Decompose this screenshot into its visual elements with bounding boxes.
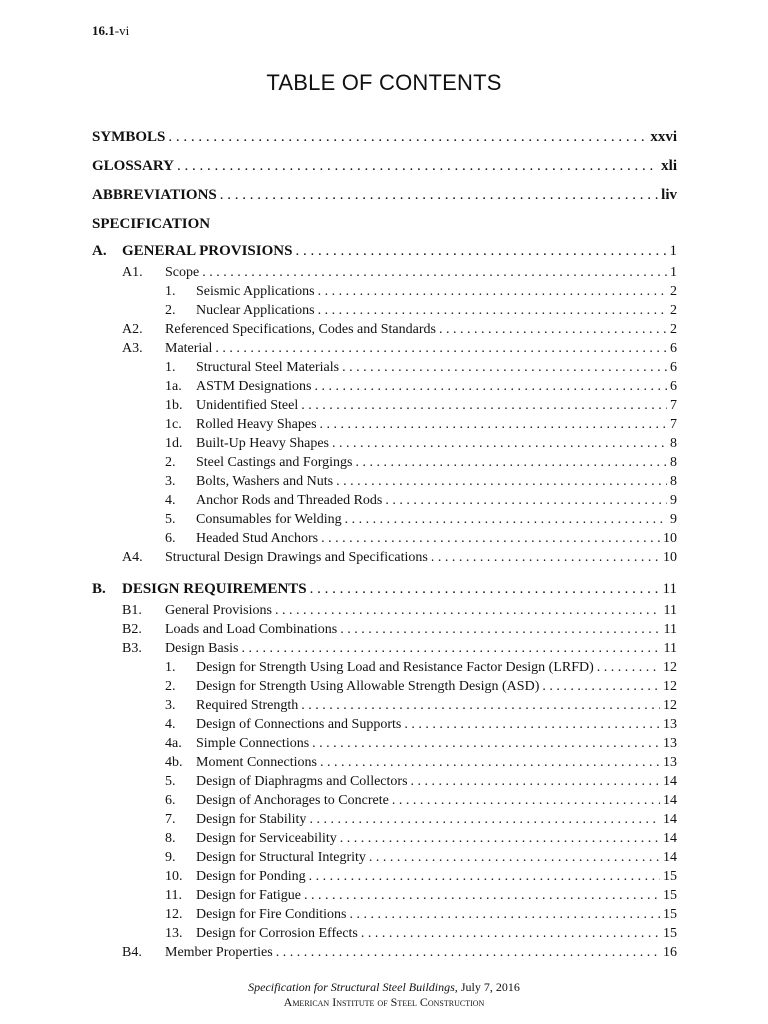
footer-line-1 [0, 980, 768, 995]
dot-leader [439, 320, 667, 339]
toc-entry-number: 10. [165, 869, 183, 884]
toc-entry[interactable] [92, 415, 677, 434]
toc-entry[interactable] [92, 491, 677, 510]
toc-entry-number: 1b. [165, 398, 183, 413]
toc-entry-label: Rolled Heavy Shapes [196, 417, 317, 432]
toc-entry-label: Scope [165, 265, 200, 280]
toc-entry[interactable] [92, 548, 677, 567]
toc-entry-label: Steel Castings and Forgings [196, 455, 353, 470]
dot-leader [309, 867, 660, 886]
section-letter: B. [92, 581, 106, 597]
dot-leader [315, 377, 668, 396]
toc-entry-number: 1d. [165, 436, 183, 451]
section-page: 1 [669, 243, 677, 259]
toc-entry[interactable] [92, 810, 677, 829]
toc-entry[interactable] [92, 677, 677, 696]
toc-entry[interactable] [92, 715, 677, 734]
specification-heading [92, 210, 677, 239]
toc-entry-page: 8 [670, 436, 677, 451]
toc-entry-number: 7. [165, 812, 176, 827]
toc-entry[interactable] [92, 396, 677, 415]
dot-leader [336, 472, 667, 491]
dot-leader [392, 791, 660, 810]
dot-leader [275, 601, 661, 620]
toc-entry-code: B3. [122, 641, 142, 656]
toc-entry-number: 13. [165, 926, 183, 941]
toc-entry-label: Design for Fatigue [196, 888, 301, 903]
dot-leader [385, 491, 667, 510]
page-number [92, 23, 129, 39]
dot-leader [320, 753, 660, 772]
dot-leader [310, 577, 660, 601]
toc-entry[interactable] [92, 734, 677, 753]
toc-entry-page: xxvi [650, 129, 677, 145]
section-label: GENERAL PROVISIONS [122, 243, 293, 259]
toc-entry-page: 10 [663, 531, 677, 546]
toc-entry-label: Referenced Specifications, Codes and Standards [165, 322, 436, 337]
toc-entry-label: Design for Strength Using Allowable Strength Design (ASD) [196, 679, 540, 694]
toc-entry-label: Design of Connections and Supports [196, 717, 402, 732]
section-label: DESIGN REQUIREMENTS [122, 581, 307, 597]
toc-entry-label: Structural Steel Materials [196, 360, 340, 375]
toc-entry-page: 8 [670, 474, 677, 489]
toc-entry-label: Material [165, 341, 213, 356]
section-b-items [92, 601, 677, 962]
toc-section-a[interactable] [92, 239, 677, 263]
toc-entry[interactable] [92, 696, 677, 715]
dot-leader [340, 620, 660, 639]
toc-entry[interactable] [92, 658, 677, 677]
toc-entry-number: 4. [165, 493, 176, 508]
toc-entry[interactable] [92, 620, 677, 639]
toc-entry-number: 1a. [165, 379, 182, 394]
section-page: 11 [662, 581, 677, 597]
toc-entry-label: GLOSSARY [92, 158, 174, 174]
dot-leader [295, 239, 666, 263]
toc-entry-page: 13 [663, 755, 677, 770]
toc-entry-number: 2. [165, 303, 176, 318]
toc-entry-page: 14 [663, 812, 677, 827]
toc-entry-page: 9 [670, 493, 677, 508]
toc-entry-number: 3. [165, 698, 176, 713]
toc-entry[interactable] [92, 282, 677, 301]
toc-entry-page: 6 [670, 379, 677, 394]
toc-section-b[interactable] [92, 577, 677, 601]
toc-entry-number: 1. [165, 360, 176, 375]
toc-entry[interactable] [92, 263, 677, 282]
dot-leader [242, 639, 661, 658]
dot-leader [321, 529, 660, 548]
toc-entry-page: 11 [663, 641, 677, 656]
toc-entry[interactable] [92, 753, 677, 772]
toc-entry-number: 2. [165, 455, 176, 470]
dot-leader [542, 677, 660, 696]
toc-entry-code: B2. [122, 622, 142, 637]
toc-entry-label: General Provisions [165, 603, 272, 618]
toc-entry-page: liv [661, 187, 677, 203]
toc-entry-number: 4a. [165, 736, 182, 751]
section-letter: A. [92, 243, 107, 259]
dot-leader [597, 658, 660, 677]
toc-entry-label: Headed Stud Anchors [196, 531, 319, 546]
toc-entry-label: Design of Anchorages to Concrete [196, 793, 389, 808]
toc-entry-page: 12 [663, 679, 677, 694]
toc-entry-page: 2 [670, 303, 677, 318]
toc-entry-symbols[interactable] [92, 123, 677, 152]
footer-date: July 7, 2016 [457, 980, 520, 994]
toc-entry-page: 13 [663, 736, 677, 751]
toc-entry-page: 2 [670, 322, 677, 337]
toc-entry-label: Consumables for Welding [196, 512, 342, 527]
toc-entry-number: 6. [165, 531, 176, 546]
toc-entry-page: 6 [670, 341, 677, 356]
toc-entry-code: A1. [122, 265, 143, 280]
toc-entry-label: Anchor Rods and Threaded Rods [196, 493, 383, 508]
toc-entry-label: ASTM Designations [196, 379, 312, 394]
toc-entry-page: 14 [663, 793, 677, 808]
dot-leader [355, 453, 667, 472]
toc-entry-page: 10 [663, 550, 677, 565]
toc-entry-code: A4. [122, 550, 143, 565]
dot-leader [312, 734, 660, 753]
footer-publisher: American Institute of Steel Construction [283, 995, 485, 1009]
page-number-suffix: -vi [114, 23, 130, 38]
toc-entry-page: xli [661, 158, 677, 174]
toc-entry-page: 16 [663, 945, 677, 960]
toc-entry-page: 11 [663, 603, 677, 618]
toc-entry[interactable] [92, 924, 677, 943]
dot-leader [369, 848, 660, 867]
dot-leader [404, 715, 660, 734]
toc-entry-label: Design Basis [165, 641, 239, 656]
toc-entry-page: 8 [670, 455, 677, 470]
page-title: TABLE OF CONTENTS [266, 70, 502, 95]
toc-entry-number: 2. [165, 679, 176, 694]
dot-leader [361, 924, 660, 943]
toc-entry-number: 5. [165, 774, 176, 789]
toc-entry-label: Unidentified Steel [196, 398, 299, 413]
toc-entry[interactable] [92, 301, 677, 320]
toc-entry[interactable] [92, 905, 677, 924]
dot-leader [340, 829, 660, 848]
dot-leader [301, 696, 660, 715]
toc-entry-label: Bolts, Washers and Nuts [196, 474, 334, 489]
page-footer [0, 980, 768, 1010]
toc-entry-page: 15 [663, 869, 677, 884]
toc-entry[interactable] [92, 320, 677, 339]
toc-entry-label: Built-Up Heavy Shapes [196, 436, 329, 451]
toc-entry-label: Nuclear Applications [196, 303, 315, 318]
toc-entry-label: Member Properties [165, 945, 273, 960]
toc-entry-number: 12. [165, 907, 183, 922]
toc-entry-label: Design for Stability [196, 812, 307, 827]
dot-leader [220, 181, 658, 210]
toc-entry[interactable] [92, 358, 677, 377]
toc-entry[interactable] [92, 601, 677, 620]
toc-entry[interactable] [92, 453, 677, 472]
toc-entry-label: Design for Serviceability [196, 831, 337, 846]
toc-entry-page: 14 [663, 831, 677, 846]
toc-entry[interactable] [92, 772, 677, 791]
dot-leader [276, 943, 660, 962]
toc-entry[interactable] [92, 829, 677, 848]
toc-entry-label: Loads and Load Combinations [165, 622, 338, 637]
toc-entry-label: Structural Design Drawings and Specifications [165, 550, 428, 565]
toc-entry[interactable] [92, 867, 677, 886]
dot-leader [304, 886, 660, 905]
dot-leader [345, 510, 667, 529]
toc-entry[interactable] [92, 886, 677, 905]
toc-entry-label: Simple Connections [196, 736, 310, 751]
dot-leader [215, 339, 667, 358]
toc-entry[interactable] [92, 848, 677, 867]
toc-entry-label: Design for Fire Conditions [196, 907, 347, 922]
toc-entry[interactable] [92, 339, 677, 358]
toc-entry-page: 11 [663, 622, 677, 637]
toc-entry[interactable] [92, 529, 677, 548]
toc-entry-number: 5. [165, 512, 176, 527]
toc-entry-glossary[interactable] [92, 152, 677, 181]
toc-entry[interactable] [92, 639, 677, 658]
specification-heading-label: SPECIFICATION [92, 216, 211, 232]
toc-entry-number: 11. [165, 888, 182, 903]
toc-entry-number: 1c. [165, 417, 182, 432]
toc-entry-label: Design for Structural Integrity [196, 850, 366, 865]
toc-entry-page: 9 [670, 512, 677, 527]
toc-entry[interactable] [92, 377, 677, 396]
dot-leader [168, 123, 647, 152]
toc-entry-number: 3. [165, 474, 176, 489]
toc-entry-label: Seismic Applications [196, 284, 315, 299]
toc-entry-number: 4. [165, 717, 176, 732]
toc-entry-page: 1 [670, 265, 677, 280]
toc-entry-page: 15 [663, 907, 677, 922]
dot-leader [350, 905, 661, 924]
toc-entry[interactable] [92, 434, 677, 453]
toc-entry[interactable] [92, 791, 677, 810]
dot-leader [318, 282, 667, 301]
dot-leader [411, 772, 660, 791]
toc-entry-page: 2 [670, 284, 677, 299]
toc-entry-number: 1. [165, 660, 176, 675]
toc-entry-page: 13 [663, 717, 677, 732]
toc-entry-label: Design of Diaphragms and Collectors [196, 774, 408, 789]
dot-leader [202, 263, 667, 282]
toc-entry-page: 12 [663, 698, 677, 713]
toc-entry-code: A3. [122, 341, 143, 356]
section-a-items [92, 263, 677, 567]
toc-entry-page: 15 [663, 888, 677, 903]
toc-entry-number: 8. [165, 831, 176, 846]
toc-entry-code: B1. [122, 603, 142, 618]
dot-leader [318, 301, 667, 320]
toc-entry[interactable] [92, 472, 677, 491]
toc-entry-page: 7 [670, 417, 677, 432]
toc-entry-label: Design for Ponding [196, 869, 306, 884]
toc-entry-number: 1. [165, 284, 176, 299]
toc-entry-label: ABBREVIATIONS [92, 187, 217, 203]
toc-entry[interactable] [92, 943, 677, 962]
table-of-contents [92, 123, 677, 962]
toc-entry-page: 12 [663, 660, 677, 675]
dot-leader [342, 358, 667, 377]
toc-entry-label: Required Strength [196, 698, 299, 713]
toc-entry-page: 14 [663, 850, 677, 865]
toc-entry-label: Moment Connections [196, 755, 317, 770]
toc-entry-label: Design for Corrosion Effects [196, 926, 358, 941]
dot-leader [309, 810, 660, 829]
toc-entry-page: 15 [663, 926, 677, 941]
dot-leader [177, 152, 658, 181]
toc-entry-label: SYMBOLS [92, 129, 166, 145]
toc-entry-page: 6 [670, 360, 677, 375]
toc-entry-code: B4. [122, 945, 142, 960]
toc-entry-number: 9. [165, 850, 176, 865]
page-number-bold: 16.1 [92, 23, 115, 38]
toc-entry-number: 4b. [165, 755, 183, 770]
dot-leader [431, 548, 660, 567]
footer-title: Specification for Structural Steel Buildings, [248, 980, 458, 994]
dot-leader [320, 415, 667, 434]
dot-leader [332, 434, 667, 453]
toc-entry-abbreviations[interactable] [92, 181, 677, 210]
toc-entry-page: 7 [670, 398, 677, 413]
toc-entry[interactable] [92, 510, 677, 529]
toc-entry-label: Design for Strength Using Load and Resistance Factor Design (LRFD) [196, 660, 594, 675]
toc-entry-page: 14 [663, 774, 677, 789]
toc-entry-number: 6. [165, 793, 176, 808]
toc-entry-code: A2. [122, 322, 143, 337]
dot-leader [301, 396, 667, 415]
